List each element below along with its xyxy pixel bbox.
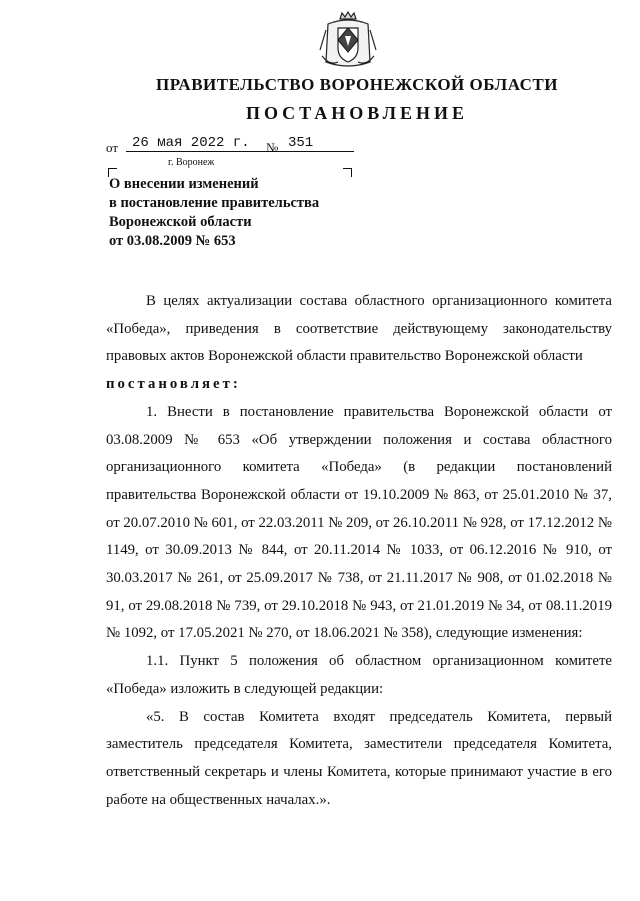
item-1-1-paragraph: 1.1. Пункт 5 положения об областном организационном комитете «Победа» изложить в следующей редакции:	[106, 653, 612, 697]
document-subject	[109, 175, 359, 251]
document-body	[106, 288, 612, 814]
subject-line: от 03.08.2009 № 653	[109, 233, 236, 249]
city: г. Воронеж	[168, 157, 215, 168]
quoted-paragraph: «5. В состав Комитета входят председатель Комитета, первый заместитель председателя Комитета, заместители председателя Комитета, ответственный секретарь и члены Комитета, которые принимают участие в его работе на общественных началах.».	[106, 708, 612, 808]
preamble-paragraph: В целях актуализации состава областного организационного комитета «Победа», приведения в соответствие действующему законодательству правовых актов Воронежской области правительство Воронежской области	[106, 293, 612, 365]
coat-of-arms-icon	[318, 10, 378, 72]
subject-line: О внесении изменений	[109, 176, 259, 192]
document-type: ПОСТАНОВЛЕНИЕ	[245, 103, 469, 123]
number-prefix: №	[266, 140, 279, 155]
subject-line: Воронежской области	[109, 214, 252, 230]
organization-title: ПРАВИТЕЛЬСТВО ВОРОНЕЖСКОЙ ОБЛАСТИ	[155, 75, 558, 94]
decree-paragraph	[106, 371, 612, 399]
document-number: 351	[284, 136, 354, 152]
date-number-line	[106, 136, 356, 156]
item-1-paragraph: 1. Внести в постановление правительства Воронежской области от 03.08.2009 № 653 «Об утверждении положения и состава областного организационного комитета «Победа» (в редакции постановлений правительства Воронежской области от 19.10.2009 № 863, от 25.01.2010 № 37, от 20.07.2010 № 601, от 22.03.2011 № 209, от 26.10.2011 № 928, от 17.12.2012 № 1149, от 30.09.2013 № 844, от 20.11.2014 № 1033, от 06.12.2016 № 910, от 30.03.2017 № 261, от 25.09.2017 № 738, от 21.11.2017 № 908, от 01.02.2018 № 91, от 29.08.2018 № 739, от 29.10.2018 № 943, от 21.01.2019 № 34, от 08.11.2019 № 1092, от 17.05.2021 № 270, от 18.06.2021 № 358), следующие изменения:	[106, 403, 612, 642]
document-date: 26 мая 2022 г.	[126, 136, 284, 152]
date-prefix: от	[106, 140, 119, 155]
subject-line: в постановление правительства	[109, 195, 320, 211]
decree-word: постановляет:	[106, 376, 241, 393]
